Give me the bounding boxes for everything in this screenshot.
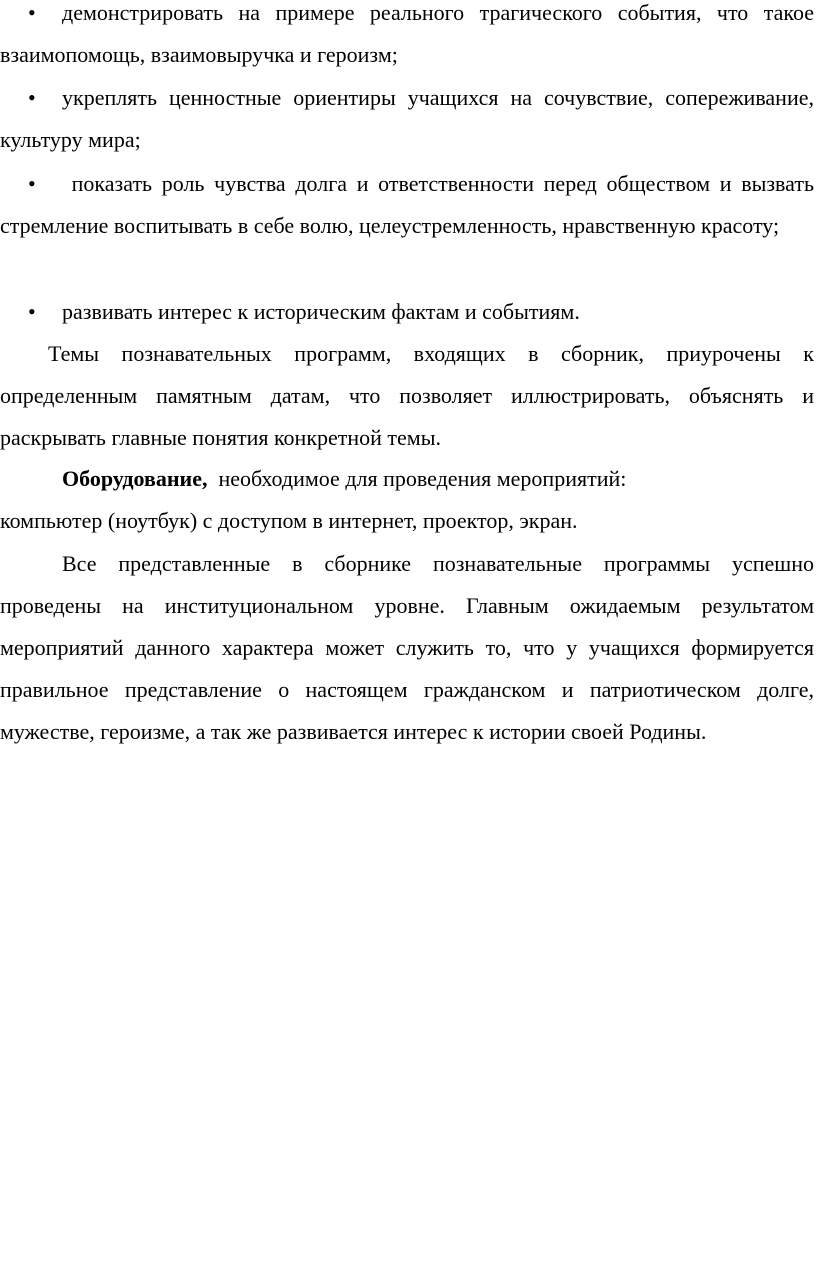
equipment-text: необходимое для проведения мероприятий: — [218, 466, 627, 491]
bullet-text: показать роль чувства долга и ответственности перед обществом и вызвать стремление воспитывать в себе волю, целеустремленность, нравственную красоту; — [0, 171, 814, 238]
conclusion-paragraph: Все представленные в сборнике познавательные программы успешно проведены на институциональном уровне. Главным ожидаемым результатом мероприятий данного характера может служить то, что у учащихся формируется правильное представление о настоящем гражданском и патриотическом долге, мужестве, героизме, а так же развивается интерес к истории своей Родины. — [0, 551, 814, 744]
bullet-item — [0, 77, 814, 161]
bullet-item — [0, 0, 814, 76]
bullet-mark: • — [28, 85, 36, 110]
bullet-text: развивать интерес к историческим фактам и событиям. — [62, 299, 580, 324]
equipment-label: Оборудование, — [62, 466, 208, 491]
bullet-mark: • — [28, 299, 36, 324]
bullet-item — [0, 291, 814, 333]
equipment-items: компьютер (ноутбук) с доступом в интернет, проектор, экран. — [0, 508, 578, 533]
bullet-text: укреплять ценностные ориентиры учащихся на сочувствие, сопереживание, культуру мира; — [0, 85, 814, 152]
themes-paragraph: Темы познавательных программ, входящих в сборник, приурочены к определенным памятным датам, что позволяет иллюстрировать, объяснять и раскрывать главные понятия конкретной темы. — [0, 341, 814, 450]
bullet-mark: • — [28, 171, 36, 196]
bullet-mark: • — [28, 0, 36, 25]
bullet-text: демонстрировать на примере реального трагического события, что такое взаимопомощь, взаимовыручка и героизм; — [0, 0, 814, 67]
bullet-item — [0, 163, 814, 247]
equipment-line — [0, 458, 814, 500]
